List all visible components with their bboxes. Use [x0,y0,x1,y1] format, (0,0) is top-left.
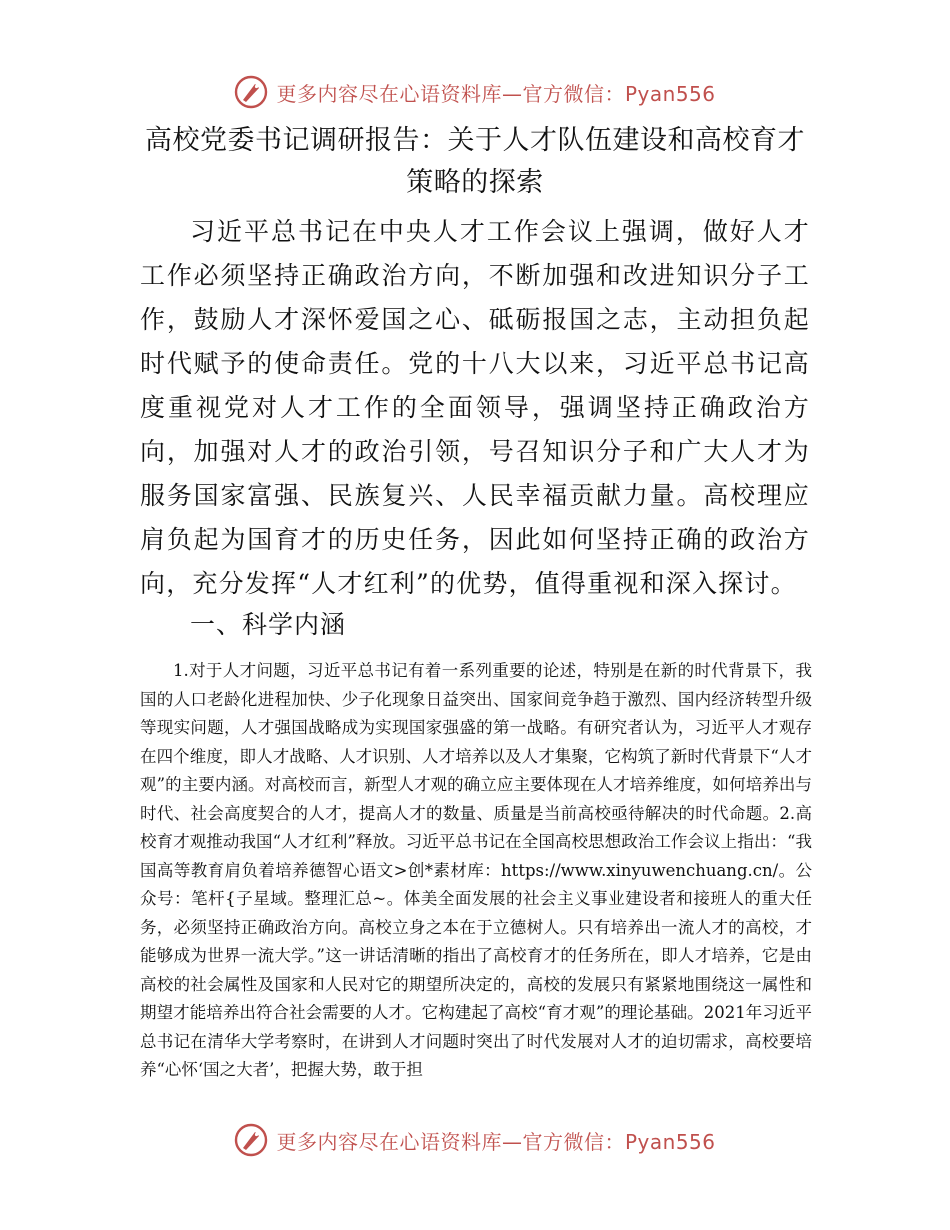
pen-nib-logo-icon [234,75,268,109]
banner-text: 更多内容尽在心语资料库—官方微信：Pyan556 [276,1129,716,1154]
banner-wechat-id: Pyan556 [624,81,716,106]
pen-nib-logo-icon [234,1123,268,1157]
footer-banner [0,1120,950,1160]
document-title: 高校党委书记调研报告：关于人才队伍建设和高校育才策略的探索 [145,125,805,198]
body-paragraph: 1.对于人才问题，习近平总书记有着一系列重要的论述，特别是在新的时代背景下，我国的人口老龄化进程加快、少子化现象日益突出、国家间竞争趋于激烈、国内经济转型升级等现实问题，人才强国战略成为实现国家强盛的第一战略。有研究者认为，习近平人才观存在四个维度，即人才战略、人才识别、人才培养以及人才集聚，它构筑了新时代背景下“人才观”的主要内涵。对高校而言，新型人才观的确立应主要体现在人才培养维度，如何培养出与时代、社会高度契合的人才，提高人才的数量、质量是当前高校亟待解决的时代命题。2.高校育才观推动我国“人才红利”释放。习近平总书记在全国高校思想政治工作会议上指出：“我国高等教育肩负着培养德智心语文>创*素材库：https://www.xinyuwenchuang.cn/。公众号：笔杆{子星域。整理汇总~。体美全面发展的社会主义事业建设者和接班人的重大任务，必须坚持正确政治方向。高校立身之本在于立德树人。只有培养出一流人才的高校，才能够成为世界一流大学。”这一讲话清晰的指出了高校育才的任务所在，即人才培养，它是由高校的社会属性及国家和人民对它的期望所决定的，高校的发展只有紧紧地围绕这一属性和期望才能培养出符合社会需要的人才。它构建起了高校“育才观”的理论基础。2021年习近平总书记在清华大学考察时，在讲到人才问题时突出了时代发展对人才的迫切需求，高校要培养“心怀‘国之大者’，把握大势，敢于担 [140,661,812,1079]
banner-text: 更多内容尽在心语资料库—官方微信：Pyan556 [276,81,716,106]
header-banner [0,72,950,112]
section-heading: 一、科学内涵 [190,610,347,639]
intro-paragraph: 习近平总书记在中央人才工作会议上强调，做好人才工作必须坚持正确政治方向，不断加强和改进知识分子工作，鼓励人才深怀爱国之心、砥砺报国之志，主动担负起时代赋予的使命责任。党的十八大以来，习近平总书记高度重视党对人才工作的全面领导，强调坚持正确政治方向，加强对人才的政治引领，号召知识分子和广大人才为服务国家富强、民族复兴、人民幸福贡献力量。高校理应肩负起为国育才的历史任务，因此如何坚持正确的政治方向，充分发挥“人才红利”的优势，值得重视和深入探讨。 [140,217,810,598]
banner-wechat-id: Pyan556 [624,1129,716,1154]
